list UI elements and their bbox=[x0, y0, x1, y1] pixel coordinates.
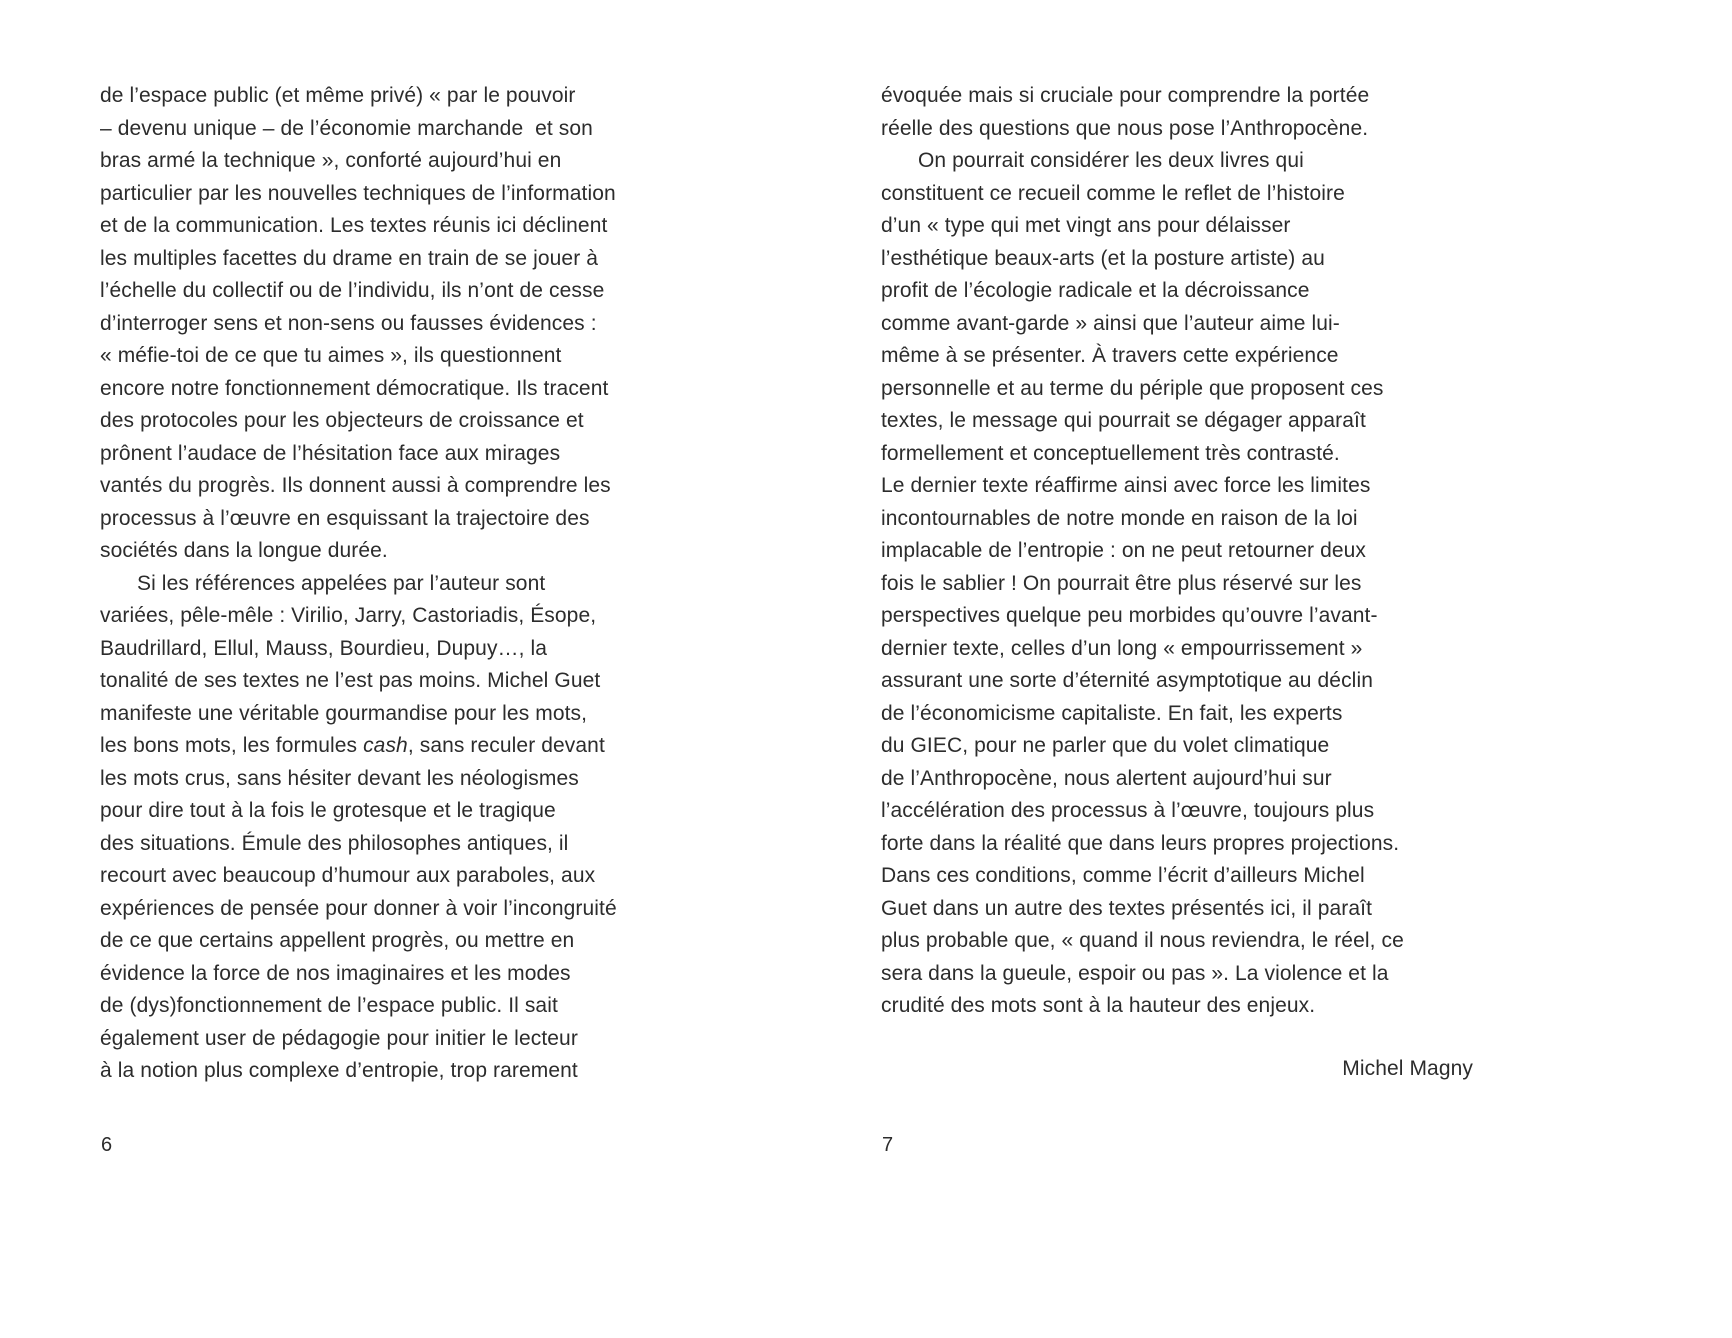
text-line: bras armé la technique », conforté aujourd’hui en bbox=[100, 149, 562, 172]
text-line: évidence la force de nos imaginaires et les modes bbox=[100, 961, 571, 985]
page-right-text bbox=[881, 80, 1473, 1085]
text-line: des situations. Émule des philosophes antiques, il bbox=[100, 831, 569, 855]
text-line: réelle des questions que nous pose l’Anthropocène. bbox=[881, 116, 1369, 140]
text-line: les mots crus, sans hésiter devant les néologismes bbox=[100, 766, 579, 790]
text-line: forte dans la réalité que dans leurs propres projections. bbox=[881, 831, 1400, 855]
text-line: sociétés dans la longue durée. bbox=[100, 539, 388, 562]
text-line: incontournables de notre monde en raison de la loi bbox=[881, 506, 1358, 530]
text-line: Guet dans un autre des textes présentés ici, il paraît bbox=[881, 896, 1373, 920]
text-line: à la notion plus complexe d’entropie, trop rarement bbox=[100, 1059, 578, 1082]
page-number-left: 6 bbox=[101, 1134, 113, 1156]
text-line: Si les références appelées par l’auteur sont bbox=[137, 571, 546, 595]
text-line: perspectives quelque peu morbides qu’ouvre l’avant- bbox=[881, 604, 1378, 627]
text-line: personnelle et au terme du périple que proposent ces bbox=[881, 376, 1384, 400]
text-line: crudité des mots sont à la hauteur des enjeux. bbox=[881, 994, 1316, 1017]
text-line: et de la communication. Les textes réunis ici déclinent bbox=[100, 214, 608, 237]
text-line: expériences de pensée pour donner à voir l’incongruité bbox=[100, 896, 617, 920]
text-line: les multiples facettes du drame en train de se jouer à bbox=[100, 246, 598, 270]
author-signature: Michel Magny bbox=[1342, 1056, 1473, 1080]
page-right-lines bbox=[881, 80, 1473, 1023]
text-line: de ce que certains appellent progrès, ou mettre en bbox=[100, 929, 575, 952]
text-line: de (dys)fonctionnement de l’espace public. Il sait bbox=[100, 994, 558, 1017]
text-line: vantés du progrès. Ils donnent aussi à comprendre les bbox=[100, 474, 611, 497]
page-left-lines bbox=[100, 80, 730, 1088]
text-line: textes, le message qui pourrait se dégager apparaît bbox=[881, 409, 1366, 432]
text-line: tonalité de ses textes ne l’est pas moins. Michel Guet bbox=[100, 669, 601, 692]
text-line: évoquée mais si cruciale pour comprendre la portée bbox=[881, 84, 1370, 107]
text-line: variées, pêle-mêle : Virilio, Jarry, Castoriadis, Ésope, bbox=[100, 604, 597, 627]
text-line: – devenu unique – de l’économie marchande et son bbox=[100, 116, 593, 140]
text-line: d’interroger sens et non-sens ou fausses évidences : bbox=[100, 311, 597, 335]
text-line: prônent l’audace de l’hésitation face aux mirages bbox=[100, 441, 561, 465]
text-line: l’échelle du collectif ou de l’individu, ils n’ont de cesse bbox=[100, 279, 605, 302]
text-line: constituent ce recueil comme le reflet de l’histoire bbox=[881, 181, 1345, 205]
text-line: Dans ces conditions, comme l’écrit d’ailleurs Michel bbox=[881, 864, 1365, 887]
text-line: de l’Anthropocène, nous alertent aujourd’hui sur bbox=[881, 766, 1332, 790]
text-line: l’accélération des processus à l’œuvre, toujours plus bbox=[881, 799, 1375, 822]
text-line: de l’espace public (et même privé) « par le pouvoir bbox=[100, 84, 576, 107]
text-line: des protocoles pour les objecteurs de croissance et bbox=[100, 409, 584, 432]
text-line: même à se présenter. À travers cette expérience bbox=[881, 344, 1339, 367]
text-line: particulier par les nouvelles techniques de l’information bbox=[100, 181, 616, 205]
text-line: du GIEC, pour ne parler que du volet climatique bbox=[881, 734, 1330, 757]
text-line: Le dernier texte réaffirme ainsi avec force les limites bbox=[881, 474, 1371, 497]
text-line: encore notre fonctionnement démocratique. Ils tracent bbox=[100, 376, 609, 400]
text-line: On pourrait considérer les deux livres qui bbox=[918, 149, 1304, 172]
text-line: plus probable que, « quand il nous reviendra, le réel, ce bbox=[881, 929, 1404, 952]
text-line: l’esthétique beaux-arts (et la posture artiste) au bbox=[881, 246, 1325, 270]
text-line: les bons mots, les formules cash, sans reculer devant bbox=[100, 734, 605, 757]
text-line: assurant une sorte d’éternité asymptotique au déclin bbox=[881, 669, 1373, 692]
text-line: Baudrillard, Ellul, Mauss, Bourdieu, Dupuy…, la bbox=[100, 636, 548, 660]
text-line: formellement et conceptuellement très contrasté. bbox=[881, 441, 1340, 465]
text-line: profit de l’écologie radicale et la décroissance bbox=[881, 279, 1310, 302]
text-line: de l’économicisme capitaliste. En fait, les experts bbox=[881, 701, 1343, 725]
page-number-right: 7 bbox=[882, 1134, 894, 1156]
text-line: dernier texte, celles d’un long « empourrissement » bbox=[881, 636, 1363, 660]
text-line: implacable de l’entropie : on ne peut retourner deux bbox=[881, 539, 1367, 562]
text-line: pour dire tout à la fois le grotesque et le tragique bbox=[100, 799, 556, 822]
text-line: recourt avec beaucoup d’humour aux paraboles, aux bbox=[100, 864, 596, 887]
text-line: comme avant-garde » ainsi que l’auteur aime lui- bbox=[881, 311, 1340, 335]
text-line: manifeste une véritable gourmandise pour les mots, bbox=[100, 701, 588, 725]
text-line: également user de pédagogie pour initier le lecteur bbox=[100, 1026, 578, 1050]
text-line: processus à l’œuvre en esquissant la trajectoire des bbox=[100, 506, 590, 530]
text-line: « méfie-toi de ce que tu aimes », ils questionnent bbox=[100, 344, 562, 367]
text-line: d’un « type qui met vingt ans pour délaisser bbox=[881, 214, 1291, 237]
text-line: sera dans la gueule, espoir ou pas ». La violence et la bbox=[881, 961, 1389, 985]
page-left-text bbox=[100, 80, 730, 1088]
text-line: fois le sablier ! On pourrait être plus réservé sur les bbox=[881, 571, 1362, 595]
